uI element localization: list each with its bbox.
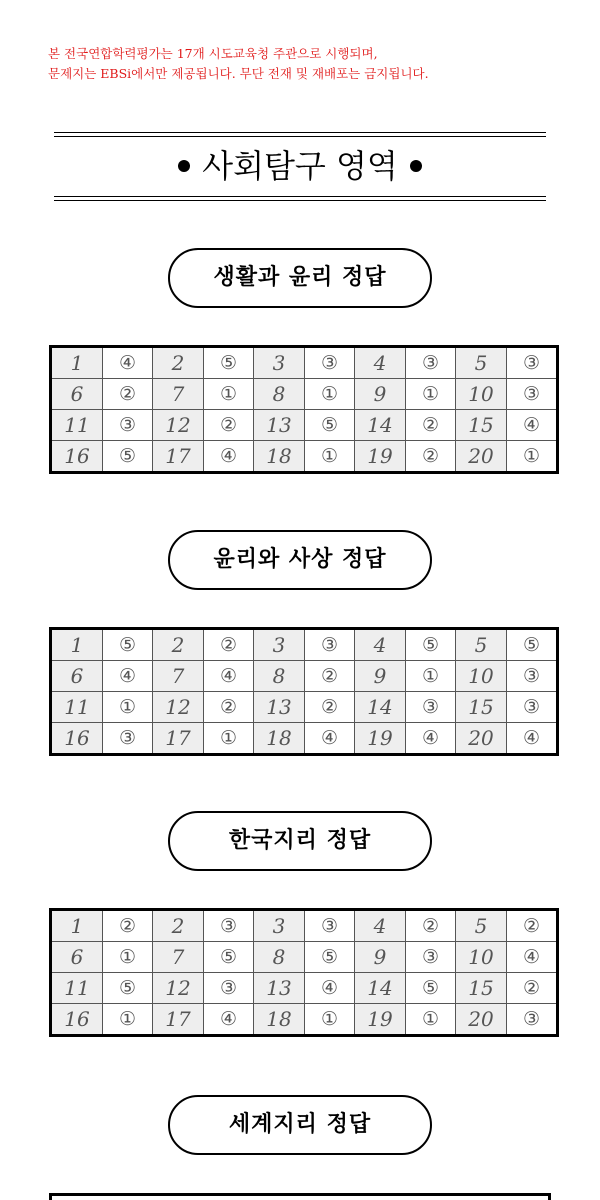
table-row bbox=[51, 910, 558, 942]
answer-choice: ③ bbox=[305, 629, 355, 661]
question-number: 3 bbox=[254, 910, 305, 942]
answer-choice: ① bbox=[305, 379, 355, 410]
answer-choice: ④ bbox=[103, 661, 153, 692]
answer-choice: ④ bbox=[204, 1004, 254, 1036]
question-number: 14 bbox=[355, 410, 406, 441]
question-number: 5 bbox=[456, 910, 507, 942]
question-number: 4 bbox=[355, 347, 406, 379]
question-number: 9 bbox=[355, 661, 406, 692]
question-number: 14 bbox=[355, 973, 406, 1004]
answer-choice: ⑤ bbox=[305, 942, 355, 973]
table-row bbox=[51, 441, 558, 473]
page-title bbox=[0, 140, 600, 192]
answer-choice: ④ bbox=[305, 973, 355, 1004]
question-number: 20 bbox=[456, 1004, 507, 1036]
question-number: 2 bbox=[153, 629, 204, 661]
answer-choice: ④ bbox=[204, 661, 254, 692]
question-number: 11 bbox=[51, 973, 103, 1004]
answer-choice: ① bbox=[204, 723, 254, 755]
question-number: 11 bbox=[51, 692, 103, 723]
table-row bbox=[51, 379, 558, 410]
answer-choice: ② bbox=[103, 379, 153, 410]
table-row bbox=[51, 629, 558, 661]
answer-choice: ⑤ bbox=[103, 441, 153, 473]
answer-choice: ② bbox=[305, 692, 355, 723]
question-number: 15 bbox=[456, 692, 507, 723]
question-number: 10 bbox=[456, 379, 507, 410]
question-number: 7 bbox=[153, 661, 204, 692]
question-number: 17 bbox=[153, 1004, 204, 1036]
answer-choice: ② bbox=[507, 973, 558, 1004]
table-row bbox=[51, 1004, 558, 1036]
answer-choice: ③ bbox=[507, 379, 558, 410]
page-title-text: 사회탐구 영역 bbox=[202, 147, 398, 185]
notice-line-2: 문제지는 EBSi에서만 제공됩니다. 무단 전재 및 재배포는 금지됩니다. bbox=[48, 66, 429, 81]
answer-choice: ④ bbox=[406, 723, 456, 755]
question-number: 7 bbox=[153, 942, 204, 973]
answer-choice: ③ bbox=[507, 1004, 558, 1036]
answer-choice: ① bbox=[406, 1004, 456, 1036]
answer-choice: ① bbox=[406, 661, 456, 692]
answer-choice: ② bbox=[204, 692, 254, 723]
question-number: 8 bbox=[254, 942, 305, 973]
answer-choice: ④ bbox=[507, 723, 558, 755]
answer-choice: ① bbox=[103, 1004, 153, 1036]
question-number: 8 bbox=[254, 379, 305, 410]
question-number: 15 bbox=[456, 973, 507, 1004]
answer-table-world-geography bbox=[49, 1193, 551, 1200]
question-number: 19 bbox=[355, 441, 406, 473]
section-label-ethics-thought: 윤리와 사상 정답 bbox=[168, 530, 432, 590]
answer-choice: ① bbox=[305, 1004, 355, 1036]
answer-choice: ② bbox=[406, 410, 456, 441]
question-number: 12 bbox=[153, 410, 204, 441]
question-number: 6 bbox=[51, 661, 103, 692]
answer-choice: ③ bbox=[103, 410, 153, 441]
answer-choice: ③ bbox=[406, 692, 456, 723]
table-row bbox=[51, 661, 558, 692]
answer-choice: ② bbox=[406, 910, 456, 942]
question-number: 2 bbox=[153, 910, 204, 942]
table-row bbox=[51, 347, 558, 379]
section-label-korean-geography: 한국지리 정답 bbox=[168, 811, 432, 871]
question-number: 3 bbox=[254, 347, 305, 379]
question-number: 9 bbox=[355, 942, 406, 973]
question-number: 19 bbox=[355, 723, 406, 755]
notice-line-1: 본 전국연합학력평가는 17개 시도교육청 주관으로 시행되며, bbox=[48, 46, 378, 61]
bullet-icon bbox=[410, 160, 422, 172]
answer-choice: ③ bbox=[103, 723, 153, 755]
answer-choice: ② bbox=[204, 629, 254, 661]
answer-table-korean-geography bbox=[49, 908, 559, 1037]
answer-choice: ② bbox=[103, 910, 153, 942]
answer-choice: ⑤ bbox=[305, 410, 355, 441]
question-number: 4 bbox=[355, 910, 406, 942]
question-number: 7 bbox=[153, 379, 204, 410]
question-number: 13 bbox=[254, 973, 305, 1004]
answer-choice: ② bbox=[204, 410, 254, 441]
answer-choice: ③ bbox=[406, 942, 456, 973]
answer-choice: ⑤ bbox=[406, 973, 456, 1004]
table-row bbox=[51, 973, 558, 1004]
answer-choice: ③ bbox=[406, 347, 456, 379]
question-number: 6 bbox=[51, 942, 103, 973]
question-number: 9 bbox=[355, 379, 406, 410]
answer-choice: ① bbox=[507, 441, 558, 473]
question-number: 16 bbox=[51, 441, 103, 473]
question-number: 11 bbox=[51, 410, 103, 441]
section-label-ethics-life: 생활과 윤리 정답 bbox=[168, 248, 432, 308]
table-row bbox=[51, 942, 558, 973]
question-number: 2 bbox=[153, 347, 204, 379]
question-number: 8 bbox=[254, 661, 305, 692]
answer-choice: ② bbox=[507, 910, 558, 942]
answer-choice: ③ bbox=[507, 692, 558, 723]
answer-table-ethics-life bbox=[49, 345, 559, 474]
question-number: 16 bbox=[51, 1004, 103, 1036]
question-number: 3 bbox=[254, 629, 305, 661]
answer-choice: ③ bbox=[507, 347, 558, 379]
answer-choice: ① bbox=[406, 379, 456, 410]
answer-choice: ① bbox=[305, 441, 355, 473]
question-number: 5 bbox=[456, 347, 507, 379]
answer-choice: ⑤ bbox=[204, 347, 254, 379]
question-number: 17 bbox=[153, 441, 204, 473]
answer-choice: ③ bbox=[305, 910, 355, 942]
question-number: 1 bbox=[51, 347, 103, 379]
answer-choice: ① bbox=[103, 942, 153, 973]
question-number: 12 bbox=[153, 973, 204, 1004]
section-label-world-geography: 세계지리 정답 bbox=[168, 1095, 432, 1155]
table-row bbox=[51, 692, 558, 723]
table-row bbox=[51, 723, 558, 755]
answer-choice: ④ bbox=[507, 410, 558, 441]
question-number: 12 bbox=[153, 692, 204, 723]
answer-choice: ① bbox=[103, 692, 153, 723]
bullet-icon bbox=[178, 160, 190, 172]
question-number: 15 bbox=[456, 410, 507, 441]
title-rule-bottom bbox=[54, 196, 546, 201]
answer-choice: ⑤ bbox=[204, 942, 254, 973]
answer-choice: ⑤ bbox=[103, 629, 153, 661]
answer-choice: ③ bbox=[204, 973, 254, 1004]
answer-choice: ④ bbox=[507, 942, 558, 973]
answer-choice: ② bbox=[406, 441, 456, 473]
question-number: 20 bbox=[456, 723, 507, 755]
question-number: 13 bbox=[254, 410, 305, 441]
question-number: 10 bbox=[456, 942, 507, 973]
answer-choice: ② bbox=[305, 661, 355, 692]
question-number: 1 bbox=[51, 910, 103, 942]
question-number: 18 bbox=[254, 723, 305, 755]
answer-choice: ⑤ bbox=[103, 973, 153, 1004]
answer-choice: ③ bbox=[204, 910, 254, 942]
answer-choice: ③ bbox=[305, 347, 355, 379]
question-number: 6 bbox=[51, 379, 103, 410]
question-number: 1 bbox=[51, 629, 103, 661]
answer-choice: ④ bbox=[204, 441, 254, 473]
answer-choice: ① bbox=[204, 379, 254, 410]
answer-table-ethics-thought bbox=[49, 627, 559, 756]
table-row bbox=[51, 410, 558, 441]
title-rule-top bbox=[54, 132, 546, 137]
answer-choice: ⑤ bbox=[406, 629, 456, 661]
question-number: 13 bbox=[254, 692, 305, 723]
answer-choice: ⑤ bbox=[507, 629, 558, 661]
question-number: 5 bbox=[456, 629, 507, 661]
question-number: 19 bbox=[355, 1004, 406, 1036]
question-number: 20 bbox=[456, 441, 507, 473]
question-number: 14 bbox=[355, 692, 406, 723]
question-number: 18 bbox=[254, 441, 305, 473]
copyright-notice bbox=[48, 44, 568, 84]
question-number: 17 bbox=[153, 723, 204, 755]
answer-choice: ④ bbox=[103, 347, 153, 379]
answer-choice: ③ bbox=[507, 661, 558, 692]
question-number: 16 bbox=[51, 723, 103, 755]
question-number: 10 bbox=[456, 661, 507, 692]
answer-choice: ④ bbox=[305, 723, 355, 755]
question-number: 18 bbox=[254, 1004, 305, 1036]
question-number: 4 bbox=[355, 629, 406, 661]
